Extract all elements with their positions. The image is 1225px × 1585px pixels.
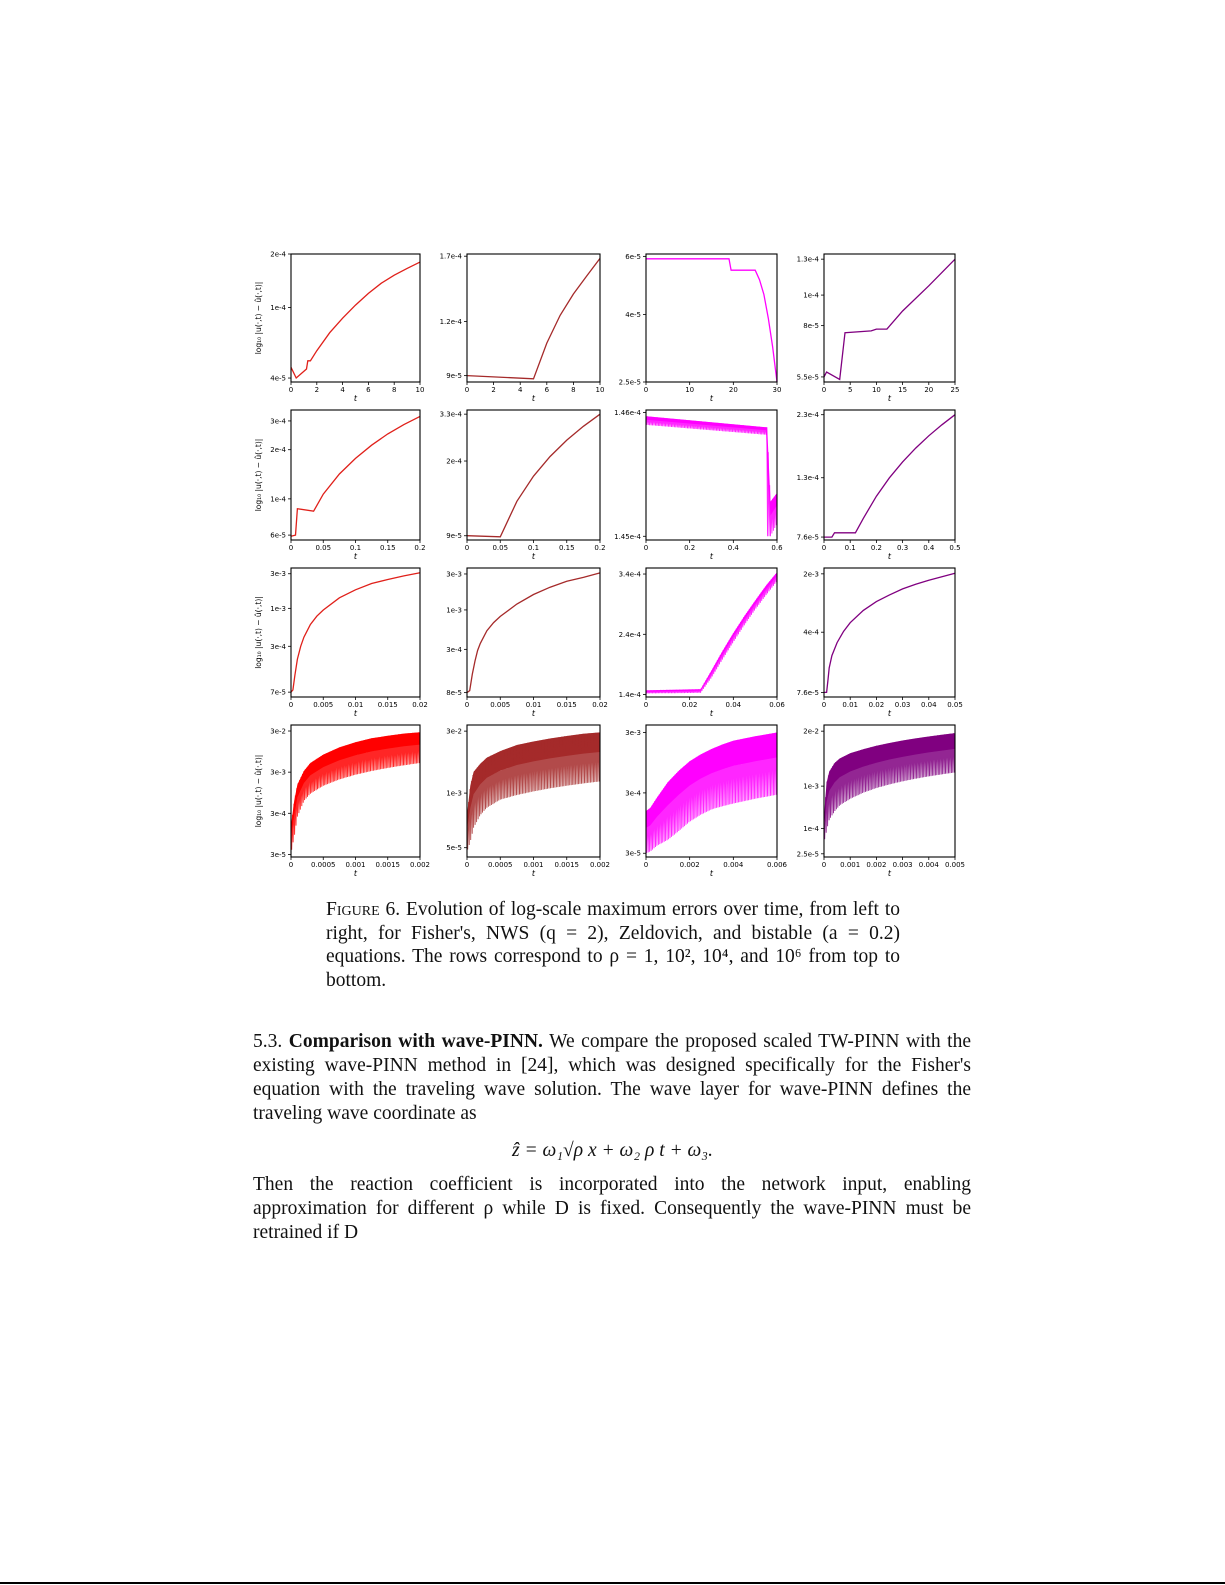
x-tick-label: 0.0015 xyxy=(375,861,400,869)
x-tick-label: 6 xyxy=(366,386,371,394)
x-tick-label: 0.2 xyxy=(414,544,426,552)
error-curve xyxy=(291,262,420,378)
y-axis-label: log₁₀ |u(·,t) − û(·,t)| xyxy=(254,281,263,355)
x-tick-label: 0 xyxy=(821,386,827,394)
x-tick-label: 0 xyxy=(821,701,827,709)
error-curve xyxy=(824,573,955,692)
y-tick-label: 4e-5 xyxy=(270,374,286,383)
x-tick-label: 0.02 xyxy=(592,701,608,709)
y-tick-label: 1e-4 xyxy=(803,291,819,300)
y-tick-label: 2.4e-4 xyxy=(618,630,641,639)
x-tick-label: 0.5 xyxy=(949,544,961,552)
y-tick-label: 1e-3 xyxy=(446,789,462,798)
x-axis-label: t xyxy=(531,394,536,403)
y-tick-label: 6e-5 xyxy=(625,252,641,261)
subplot-r4-c3 xyxy=(625,725,787,878)
section-title: Comparison with wave-PINN. xyxy=(288,1031,543,1052)
plot-frame xyxy=(646,254,777,382)
subplot-r3-c4 xyxy=(797,568,963,718)
x-tick-label: 0.0005 xyxy=(311,861,336,869)
y-tick-label: 7e-5 xyxy=(270,688,286,697)
x-tick-label: 0.1 xyxy=(349,544,362,552)
y-axis-label: log₁₀ |u(·,t) − û(·,t)| xyxy=(254,596,263,669)
x-tick-label: 0.002 xyxy=(679,861,700,869)
x-tick-label: 0.004 xyxy=(723,861,744,869)
x-tick-label: 0.0005 xyxy=(488,861,513,869)
y-tick-label: 1.2e-4 xyxy=(439,318,462,327)
y-tick-label: 3e-3 xyxy=(270,768,286,777)
x-tick-label: 2 xyxy=(314,386,320,394)
x-tick-label: 0.005 xyxy=(944,861,966,869)
x-tick-label: 0.15 xyxy=(379,544,396,552)
subplot-r4-c4 xyxy=(797,725,965,878)
plot-frame xyxy=(824,254,955,382)
y-tick-label: 7.6e-5 xyxy=(796,533,819,542)
x-axis-label: t xyxy=(887,709,892,718)
x-tick-label: 0.2 xyxy=(594,544,606,552)
x-tick-label: 15 xyxy=(898,386,908,394)
x-tick-label: 0.004 xyxy=(918,861,939,869)
error-curve xyxy=(467,258,600,378)
y-tick-label: 1.7e-4 xyxy=(439,252,462,261)
x-tick-label: 20 xyxy=(924,386,934,394)
y-tick-label: 5.5e-5 xyxy=(796,373,819,382)
subplot-r1-c4 xyxy=(797,254,960,403)
x-tick-label: 0 xyxy=(288,701,294,709)
y-tick-label: 1e-3 xyxy=(446,606,462,615)
x-tick-label: 25 xyxy=(950,386,960,394)
x-axis-label: t xyxy=(887,394,892,403)
paragraph-1-text: We compare the proposed scaled TW-PINN with the existing wave-PINN method in [24], which was designed specifically for the Fisher's equation with the traveling wave solution. The wave layer for wave-PINN defines the traveling wave coordinate as xyxy=(253,1031,971,1124)
x-tick-label: 0 xyxy=(464,386,470,394)
y-tick-label: 1e-4 xyxy=(803,824,819,833)
x-axis-label: t xyxy=(709,869,714,878)
x-axis-label: t xyxy=(887,869,892,878)
x-tick-label: 0.015 xyxy=(377,701,398,709)
y-tick-label: 2e-4 xyxy=(270,250,286,259)
x-tick-label: 5 xyxy=(847,386,853,394)
x-tick-label: 0.005 xyxy=(313,701,334,709)
x-tick-label: 0 xyxy=(464,701,470,709)
y-tick-label: 1.4e-4 xyxy=(618,691,641,700)
x-tick-label: 0.04 xyxy=(921,701,937,709)
y-tick-label: 3e-4 xyxy=(446,645,462,654)
y-tick-label: 3e-4 xyxy=(625,789,641,798)
y-axis-label: log₁₀ |u(·,t) − û(·,t)| xyxy=(254,754,263,828)
y-tick-label: 8e-5 xyxy=(803,322,819,331)
caption-text: Evolution of log-scale maximum errors over time, from left to right, for Fisher's, NWS (q = 2), Zeldovich, and bistable (a = 0.2) equations. The rows correspond to ρ = 1, 10², 10⁴, and 10⁶ from top to bottom. xyxy=(326,899,900,991)
x-tick-label: 10 xyxy=(415,386,425,394)
subplot-r2-c4 xyxy=(797,410,961,561)
y-tick-label: 2e-2 xyxy=(803,727,819,736)
y-tick-label: 2.3e-4 xyxy=(796,411,819,420)
x-tick-label: 0.002 xyxy=(589,861,611,869)
subplot-r1-c1 xyxy=(254,251,424,404)
x-tick-label: 0.003 xyxy=(892,861,913,869)
x-tick-label: 4 xyxy=(517,386,523,394)
x-tick-label: 0.05 xyxy=(492,544,509,552)
x-axis-label: t xyxy=(709,709,714,718)
subplot-r3-c1 xyxy=(254,568,428,718)
y-tick-label: 4e-4 xyxy=(803,628,819,637)
x-axis-label: t xyxy=(353,869,358,878)
section-paragraph-1 xyxy=(253,1030,971,1126)
x-tick-label: 0.015 xyxy=(556,701,577,709)
x-axis-label: t xyxy=(353,552,358,561)
x-tick-label: 0.006 xyxy=(766,861,788,869)
x-tick-label: 0.1 xyxy=(527,544,540,552)
x-tick-label: 0 xyxy=(288,386,294,394)
x-tick-label: 0 xyxy=(288,861,294,869)
x-tick-label: 0.03 xyxy=(894,701,911,709)
y-tick-label: 8e-5 xyxy=(446,689,462,698)
section-paragraph-2: Then the reaction coefficient is incorporated into the network input, enabling approximation for different ρ while D is fixed. Consequently the wave-PINN must be retrained if D xyxy=(253,1174,971,1243)
y-tick-label: 2e-4 xyxy=(446,457,462,466)
subplot-r4-c2 xyxy=(446,725,610,878)
y-tick-label: 3e-3 xyxy=(270,570,286,579)
error-curve xyxy=(467,414,600,537)
x-tick-label: 0.15 xyxy=(558,544,575,552)
x-tick-label: 0.05 xyxy=(315,544,332,552)
subplot-r3-c2 xyxy=(446,568,608,718)
error-curve xyxy=(646,259,777,382)
x-tick-label: 0 xyxy=(464,544,470,552)
page-bottom-rule xyxy=(0,1582,1225,1584)
x-tick-label: 10 xyxy=(871,386,881,394)
error-oscillation xyxy=(646,416,777,536)
x-tick-label: 0.3 xyxy=(897,544,909,552)
x-tick-label: 8 xyxy=(391,386,397,394)
x-axis-label: t xyxy=(353,394,358,403)
error-oscillation xyxy=(291,732,420,850)
section-number: 5.3. xyxy=(253,1031,283,1052)
x-tick-label: 30 xyxy=(772,386,782,394)
x-axis-label: t xyxy=(531,869,536,878)
y-tick-label: 3e-2 xyxy=(446,727,462,736)
x-tick-label: 0.001 xyxy=(345,861,366,869)
y-tick-label: 3e-4 xyxy=(270,417,286,426)
x-tick-label: 0.2 xyxy=(684,544,696,552)
x-tick-label: 0.005 xyxy=(490,701,511,709)
figure-caption xyxy=(326,898,900,992)
x-tick-label: 0.2 xyxy=(870,544,882,552)
plot-frame xyxy=(646,568,777,697)
x-tick-label: 0 xyxy=(464,861,470,869)
subplot-r4-c1 xyxy=(254,725,430,878)
y-tick-label: 1e-4 xyxy=(270,303,286,312)
x-tick-label: 0 xyxy=(643,386,649,394)
subplot-r2-c2 xyxy=(440,410,606,561)
y-tick-label: 5e-5 xyxy=(446,844,462,853)
wave-coordinate-equation: ẑ = ω₁√ρ x + ω₂ ρ t + ω₃. xyxy=(512,1140,713,1161)
y-tick-label: 1e-4 xyxy=(270,495,286,504)
y-tick-label: 1e-3 xyxy=(270,604,286,613)
y-tick-label: 2e-3 xyxy=(803,570,819,579)
x-tick-label: 0.02 xyxy=(412,701,428,709)
x-tick-label: 0.01 xyxy=(525,701,542,709)
y-tick-label: 1.3e-4 xyxy=(796,474,819,483)
x-tick-label: 0.04 xyxy=(725,701,742,709)
x-tick-label: 0.0015 xyxy=(554,861,579,869)
x-tick-label: 0.06 xyxy=(769,701,785,709)
y-tick-label: 2e-4 xyxy=(270,446,286,455)
y-tick-label: 3e-3 xyxy=(446,570,462,579)
subplot-r2-c3 xyxy=(614,409,783,561)
y-tick-label: 1.3e-4 xyxy=(796,255,819,264)
x-axis-label: t xyxy=(531,552,536,561)
x-axis-label: t xyxy=(353,709,358,718)
x-axis-label: t xyxy=(531,709,536,718)
x-tick-label: 0.05 xyxy=(947,701,963,709)
y-tick-label: 3e-4 xyxy=(270,642,286,651)
x-tick-label: 0 xyxy=(643,544,649,552)
y-tick-label: 6e-5 xyxy=(270,531,286,540)
x-axis-label: t xyxy=(887,552,892,561)
x-tick-label: 20 xyxy=(728,386,738,394)
error-curve xyxy=(467,573,600,693)
plot-frame xyxy=(291,254,420,382)
plot-frame xyxy=(291,568,420,697)
x-tick-label: 2 xyxy=(491,386,496,394)
y-tick-label: 3e-4 xyxy=(270,809,286,818)
error-curve xyxy=(291,573,420,692)
x-tick-label: 0.4 xyxy=(923,544,935,552)
x-tick-label: 0.01 xyxy=(842,701,858,709)
y-tick-label: 3e-3 xyxy=(625,729,641,738)
y-tick-label: 4e-5 xyxy=(625,311,641,320)
x-tick-label: 0 xyxy=(288,544,294,552)
x-tick-label: 0 xyxy=(643,861,649,869)
x-tick-label: 0.01 xyxy=(347,701,364,709)
y-axis-label: log₁₀ |u(·,t) − û(·,t)| xyxy=(254,438,263,512)
plot-frame xyxy=(291,410,420,540)
x-tick-label: 0.4 xyxy=(727,544,739,552)
x-tick-label: 8 xyxy=(571,386,576,394)
x-tick-label: 0 xyxy=(821,544,827,552)
x-tick-label: 0.001 xyxy=(523,861,544,869)
x-tick-label: 10 xyxy=(685,386,695,394)
subplot-r2-c1 xyxy=(254,410,426,561)
y-tick-label: 3.3e-4 xyxy=(439,410,462,419)
y-tick-label: 3.4e-4 xyxy=(618,570,641,579)
y-tick-label: 2.5e-5 xyxy=(796,850,819,859)
subplot-r1-c3 xyxy=(619,253,782,403)
x-tick-label: 0 xyxy=(821,861,827,869)
error-oscillation xyxy=(646,572,777,693)
y-tick-label: 3e-2 xyxy=(270,727,286,736)
y-tick-label: 1.46e-4 xyxy=(614,408,641,417)
y-tick-label: 2.5e-5 xyxy=(618,378,641,387)
y-tick-label: 3e-5 xyxy=(625,849,641,858)
x-tick-label: 0.002 xyxy=(409,861,431,869)
subplot-r1-c2 xyxy=(440,253,605,403)
error-curve xyxy=(824,415,955,537)
x-tick-label: 6 xyxy=(544,386,550,394)
y-tick-label: 1e-3 xyxy=(803,782,819,791)
plot-frame xyxy=(467,254,600,382)
x-axis-label: t xyxy=(709,552,714,561)
x-tick-label: 0.001 xyxy=(840,861,861,869)
x-tick-label: 4 xyxy=(340,386,345,394)
x-tick-label: 0.6 xyxy=(771,544,783,552)
y-tick-label: 9e-5 xyxy=(446,372,462,381)
subplot-r3-c3 xyxy=(619,568,786,718)
caption-label: Figure 6. xyxy=(326,899,401,920)
y-tick-label: 3e-5 xyxy=(270,850,286,859)
error-curve xyxy=(824,259,955,379)
y-tick-label: 1.45e-4 xyxy=(614,532,641,541)
x-tick-label: 10 xyxy=(595,386,605,394)
y-tick-label: 9e-5 xyxy=(446,532,462,541)
x-tick-label: 0.1 xyxy=(844,544,856,552)
y-tick-label: 7.6e-5 xyxy=(796,688,819,697)
plot-frame xyxy=(467,568,600,697)
x-tick-label: 0 xyxy=(643,701,649,709)
x-tick-label: 0.02 xyxy=(868,701,885,709)
x-axis-label: t xyxy=(709,394,714,403)
error-curve xyxy=(291,416,420,536)
x-tick-label: 0.02 xyxy=(681,701,698,709)
x-tick-label: 0.002 xyxy=(866,861,887,869)
